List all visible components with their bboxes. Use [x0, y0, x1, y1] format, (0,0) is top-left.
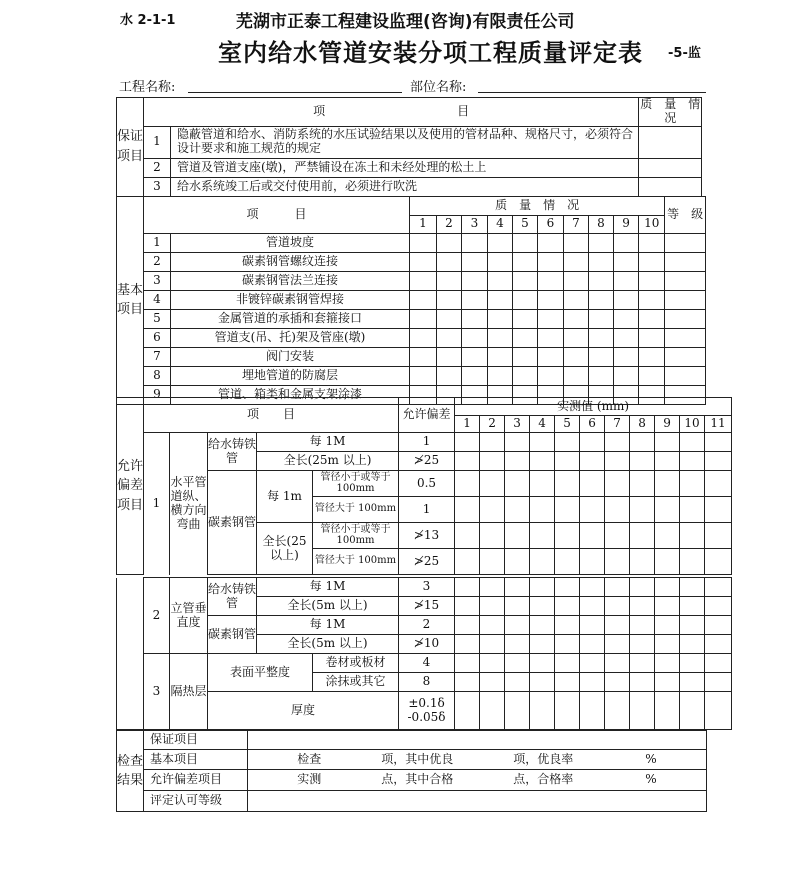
- sub-item-label: 全长(25 以上): [257, 523, 313, 575]
- project-name-field[interactable]: [188, 78, 402, 93]
- pipe-size-label: 管径大于 100mm: [313, 497, 399, 523]
- group-name: 立管垂直度: [170, 578, 208, 654]
- sub-item-label: 每 1M: [257, 578, 399, 597]
- group-no: 1: [144, 433, 170, 575]
- result-row-value[interactable]: [248, 791, 707, 812]
- measured-header: 实测值 (mm): [455, 398, 732, 416]
- material-label: 碳素钢管: [208, 616, 257, 654]
- sub-item-label: 每 1m: [257, 471, 313, 523]
- company-name: 芜湖市正泰工程建设监理(咨询)有限责任公司: [236, 12, 575, 32]
- basic-grade-header: 等 级: [665, 196, 706, 233]
- form-code: 水 2-1-1: [120, 13, 176, 28]
- allow-value: 1: [399, 497, 455, 523]
- basic-col-number: 1: [410, 215, 437, 233]
- material-label: 给水铸铁管: [208, 433, 257, 471]
- group-name: 水平管道纵、横方向弯曲: [170, 433, 208, 575]
- result-row-value[interactable]: [248, 731, 707, 750]
- measured-col-number: 1: [455, 416, 480, 433]
- guarantee-item-no: 3: [144, 177, 171, 196]
- allow-value: ≯15: [399, 597, 455, 616]
- basic-grade-cell[interactable]: [665, 328, 706, 347]
- allow-value: ≯10: [399, 635, 455, 654]
- group-no: 3: [144, 654, 170, 730]
- guarantee-item-text: 给水系统竣工后或交付使用前，必须进行吹洗: [171, 177, 639, 196]
- basic-grade-cell[interactable]: [665, 309, 706, 328]
- result-row-value[interactable]: 实测 点，其中合格 点，合格率 %: [248, 770, 707, 791]
- allow-value: 0.5: [399, 471, 455, 497]
- basic-quality-header: 质 量 情 况: [410, 196, 665, 215]
- allow-value: -0.05δ: [407, 709, 446, 724]
- result-row-value[interactable]: 检查 项，其中优良 项，优良率 %: [248, 750, 707, 770]
- basic-item-text: 碳素钢管法兰连接: [171, 271, 410, 290]
- guarantee-item-text: 隐蔽管道和给水、消防系统的水压试验结果以及使用的管材品种、规格尺寸，必须符合设计要求和施工规范的规定: [171, 126, 639, 158]
- pipe-size-label: 管径小于或等于 100mm: [313, 471, 399, 497]
- sub-item-label: 厚度: [208, 692, 399, 730]
- basic-grade-cell[interactable]: [665, 290, 706, 309]
- material-label: 给水铸铁管: [208, 578, 257, 616]
- result-table: [116, 730, 707, 812]
- basic-item-text: 埋地管道的防腐层: [171, 366, 410, 385]
- pipe-size-label: 管径大于 100mm: [313, 549, 399, 575]
- deviation-table: [116, 397, 732, 575]
- basic-col-number: 5: [513, 215, 538, 233]
- result-section-label: 检查结果: [117, 731, 144, 812]
- basic-item-no: 5: [144, 309, 171, 328]
- group-no: 2: [144, 578, 170, 654]
- basic-grade-cell[interactable]: [665, 271, 706, 290]
- measured-col-number: 3: [505, 416, 530, 433]
- basic-item-no: 7: [144, 347, 171, 366]
- basic-grade-cell[interactable]: [665, 233, 706, 252]
- pipe-size-label: 管径小于或等于 100mm: [313, 523, 399, 549]
- basic-col-number: 7: [564, 215, 589, 233]
- result-row-label: 评定认可等级: [144, 791, 248, 812]
- basic-item-header: 项 目: [144, 196, 410, 233]
- quality-table: [116, 97, 713, 405]
- allow-value: 8: [399, 673, 455, 692]
- deviation-section-cont: [117, 578, 144, 730]
- guarantee-item-header: 项 目: [144, 98, 639, 127]
- basic-item-text: 金属管道的承插和套箍接口: [171, 309, 410, 328]
- basic-grade-cell[interactable]: [665, 366, 706, 385]
- measured-col-number: 6: [580, 416, 605, 433]
- basic-item-no: 6: [144, 328, 171, 347]
- result-row-label: 允许偏差项目: [144, 770, 248, 791]
- basic-col-number: 6: [538, 215, 564, 233]
- guarantee-item-no: 1: [144, 126, 171, 158]
- basic-item-no: 1: [144, 233, 171, 252]
- sub-item-label: 全长(5m 以上): [257, 597, 399, 616]
- part-name-label: 部位名称:: [410, 80, 467, 95]
- basic-section-label: 基本项目: [117, 196, 144, 404]
- material-label: 碳素钢管: [208, 471, 257, 575]
- result-row-label: 基本项目: [144, 750, 248, 770]
- guarantee-quality-cell[interactable]: [639, 126, 702, 158]
- basic-item-text: 管道、箱类和金属支架涂漆: [171, 385, 410, 404]
- basic-item-text: 非镀锌碳素钢管焊接: [171, 290, 410, 309]
- basic-item-no: 2: [144, 252, 171, 271]
- guarantee-item-no: 2: [144, 158, 171, 177]
- guarantee-item-text: 管道及管道支座(墩)，严禁铺设在冻土和未经处理的松土上: [171, 158, 639, 177]
- basic-col-number: 2: [437, 215, 462, 233]
- allow-value: ≯25: [399, 452, 455, 471]
- allow-value: 1: [399, 433, 455, 452]
- measured-col-number: 7: [605, 416, 630, 433]
- project-name-label: 工程名称:: [119, 80, 176, 95]
- allow-value: ≯13: [399, 523, 455, 549]
- basic-item-text: 阀门安装: [171, 347, 410, 366]
- sub-item-label: 每 1M: [257, 616, 399, 635]
- deviation-table-lower: [116, 577, 732, 730]
- basic-item-text: 碳素钢管螺纹连接: [171, 252, 410, 271]
- allow-value: ±0.1δ: [408, 695, 445, 710]
- sub-item-label: 卷材或板材: [313, 654, 399, 673]
- basic-col-number: 8: [589, 215, 614, 233]
- result-row-label: 保证项目: [144, 731, 248, 750]
- guarantee-quality-header: 质 量 情 况: [640, 97, 713, 125]
- part-name-field[interactable]: [478, 78, 706, 93]
- basic-col-number: 10: [639, 215, 665, 233]
- deviation-section-label: 允许偏差项目: [117, 398, 144, 575]
- basic-item-no: 4: [144, 290, 171, 309]
- basic-col-number: 4: [488, 215, 513, 233]
- allow-value: ≯25: [399, 549, 455, 575]
- measured-col-number: 10: [680, 416, 705, 433]
- basic-item-no: 9: [144, 385, 171, 404]
- group-name: 隔热层: [170, 654, 208, 730]
- page-title: 室内给水管道安装分项工程质量评定表: [218, 38, 643, 67]
- basic-grade-cell[interactable]: [665, 347, 706, 366]
- form-number: -5-监: [668, 46, 701, 61]
- basic-col-number: 9: [614, 215, 639, 233]
- sub-item-label: 涂抹或其它: [313, 673, 399, 692]
- sub-item-label: 全长(25m 以上): [257, 452, 399, 471]
- measured-col-number: 4: [530, 416, 555, 433]
- basic-item-text: 管道坡度: [171, 233, 410, 252]
- measured-col-number: 9: [655, 416, 680, 433]
- measured-col-number: 5: [555, 416, 580, 433]
- guarantee-section-label: 保证项目: [117, 98, 144, 197]
- basic-item-text: 管道支(吊、托)架及管座(墩): [171, 328, 410, 347]
- basic-item-no: 3: [144, 271, 171, 290]
- allow-value: 4: [399, 654, 455, 673]
- guarantee-quality-cell[interactable]: [639, 158, 702, 177]
- measured-col-number: 8: [630, 416, 655, 433]
- sub-item-label: 表面平整度: [208, 654, 313, 692]
- sub-item-label: 每 1M: [257, 433, 399, 452]
- allow-value: 2: [399, 616, 455, 635]
- basic-item-no: 8: [144, 366, 171, 385]
- allow-value: 3: [399, 578, 455, 597]
- basic-grade-cell[interactable]: [665, 252, 706, 271]
- guarantee-quality-cell[interactable]: [639, 177, 702, 196]
- sub-item-label: 全长(5m 以上): [257, 635, 399, 654]
- deviation-item-header: 项 目: [144, 398, 399, 433]
- measured-col-number: 2: [480, 416, 505, 433]
- measured-col-number: 11: [705, 416, 732, 433]
- allow-header: 允许偏差: [399, 398, 455, 433]
- basic-col-number: 3: [462, 215, 488, 233]
